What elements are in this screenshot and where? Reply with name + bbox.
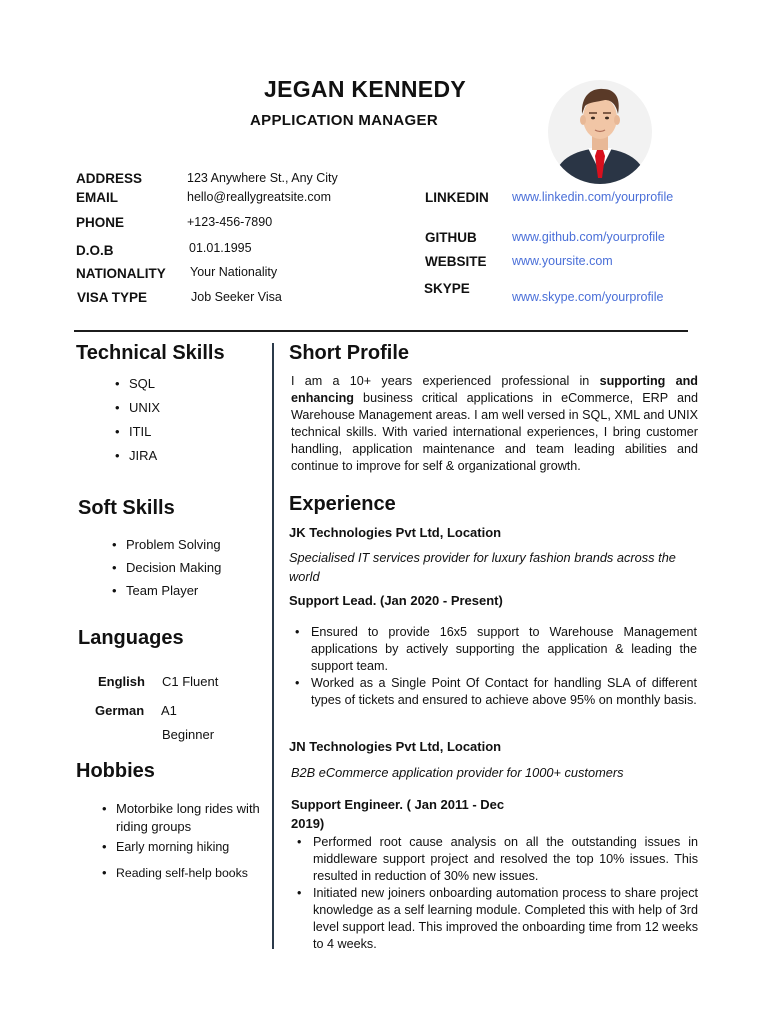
list-item: • Initiated new joiners onboarding automation process to share project knowledge as a self learning module. Completed this with help of 3rd level support lead. This improved the onboarding time from 12 weeks to 4 weeks. <box>291 885 698 953</box>
profile-text-start: I am a 10+ years experienced professional in <box>291 374 600 388</box>
visa-label: VISA TYPE <box>77 290 148 305</box>
visa-value: Job Seeker Visa <box>191 290 282 304</box>
language-level: C1 Fluent <box>162 674 219 689</box>
nationality-label: NATIONALITY <box>76 266 166 281</box>
job-title: APPLICATION MANAGER <box>250 112 438 129</box>
email-value[interactable]: hello@reallygreatsite.com <box>187 190 332 204</box>
job-description: Specialised IT services provider for luxury fashion brands across the world <box>289 550 676 584</box>
job-position: Support Engineer. ( Jan 2011 - Dec 2019) <box>291 797 505 831</box>
hobbies-heading: Hobbies <box>76 760 155 782</box>
list-item: • Reading self-help books <box>102 864 270 882</box>
language-level: A1 <box>161 703 177 718</box>
language-name: German <box>95 703 145 718</box>
candidate-name: JEGAN KENNEDY <box>264 76 466 102</box>
language-level-detail: Beginner <box>162 727 215 742</box>
profile-text-end: business critical applications in eCommerce, ERP and Warehouse Management areas. I am well versed in SQL, XML and UNIX technical skills. With varied international experiences, I bring customer handling, application maintenance and team leading abilities and continue to improve for self & organizational growth. <box>291 391 698 473</box>
list-item: • Motorbike long rides with riding groups <box>102 800 270 836</box>
linkedin-link[interactable]: www.linkedin.com/yourprofile <box>512 190 674 204</box>
experience-heading: Experience <box>289 493 396 515</box>
phone-value: +123-456-7890 <box>187 215 273 229</box>
list-item: • Problem Solving <box>112 537 262 560</box>
address-label: ADDRESS <box>76 171 143 186</box>
github-link[interactable]: www.github.com/yourprofile <box>512 230 665 244</box>
job-bullets <box>289 624 697 709</box>
technical-skills-heading: Technical Skills <box>76 342 225 364</box>
list-item: • Team Player <box>112 583 262 606</box>
job-description: B2B eCommerce application provider for 1000+ customers <box>291 765 624 780</box>
soft-skills-heading: Soft Skills <box>78 497 175 519</box>
email-label: EMAIL <box>76 190 118 205</box>
job-company: JK Technologies Pvt Ltd, Location <box>289 525 502 540</box>
hobbies-list <box>102 800 270 882</box>
skype-link[interactable]: www.skype.com/yourprofile <box>512 290 664 304</box>
list-item: • Worked as a Single Point Of Contact for handling SLA of different types of tickets and ensured to achieve above 95% on monthly basis. <box>289 675 697 709</box>
language-name: English <box>98 674 145 689</box>
list-item: • UNIX <box>115 400 255 424</box>
list-item: • ITIL <box>115 424 255 448</box>
technical-skills-list <box>115 376 255 472</box>
soft-skills-list <box>112 537 262 606</box>
linkedin-label: LINKEDIN <box>425 190 489 205</box>
nationality-value: Your Nationality <box>190 265 278 279</box>
list-item: • JIRA <box>115 448 255 472</box>
dob-label: D.O.B <box>76 243 114 258</box>
avatar-illustration-icon <box>545 80 655 184</box>
job-company: JN Technologies Pvt Ltd, Location <box>289 739 502 754</box>
languages-heading: Languages <box>78 627 184 649</box>
column-divider <box>272 343 274 949</box>
dob-value: 01.01.1995 <box>189 241 252 255</box>
address-value: 123 Anywhere St., Any City <box>187 171 338 185</box>
job-bullets <box>291 834 698 953</box>
github-label: GITHUB <box>425 230 477 245</box>
phone-label: PHONE <box>76 215 125 230</box>
job-position: Support Lead. (Jan 2020 - Present) <box>289 593 503 608</box>
header-divider <box>74 330 688 332</box>
skype-label: SKYPE <box>424 281 470 296</box>
profile-paragraph <box>291 373 698 475</box>
website-label: WEBSITE <box>425 254 487 269</box>
list-item: • SQL <box>115 376 255 400</box>
list-item: • Performed root cause analysis on all the outstanding issues in middleware support project and resolved the top 10% issues. This resulted in reduction of 30% new issues. <box>291 834 698 885</box>
profile-photo <box>545 80 655 184</box>
short-profile-heading: Short Profile <box>289 342 410 364</box>
list-item: • Ensured to provide 16x5 support to Warehouse Management applications by actively supporting the application & leading the support team. <box>289 624 697 675</box>
profile-text-bold: supporting and enhancing <box>291 374 698 405</box>
website-link[interactable]: www.yoursite.com <box>512 254 613 268</box>
list-item: • Decision Making <box>112 560 262 583</box>
list-item: • Early morning hiking <box>102 838 270 856</box>
